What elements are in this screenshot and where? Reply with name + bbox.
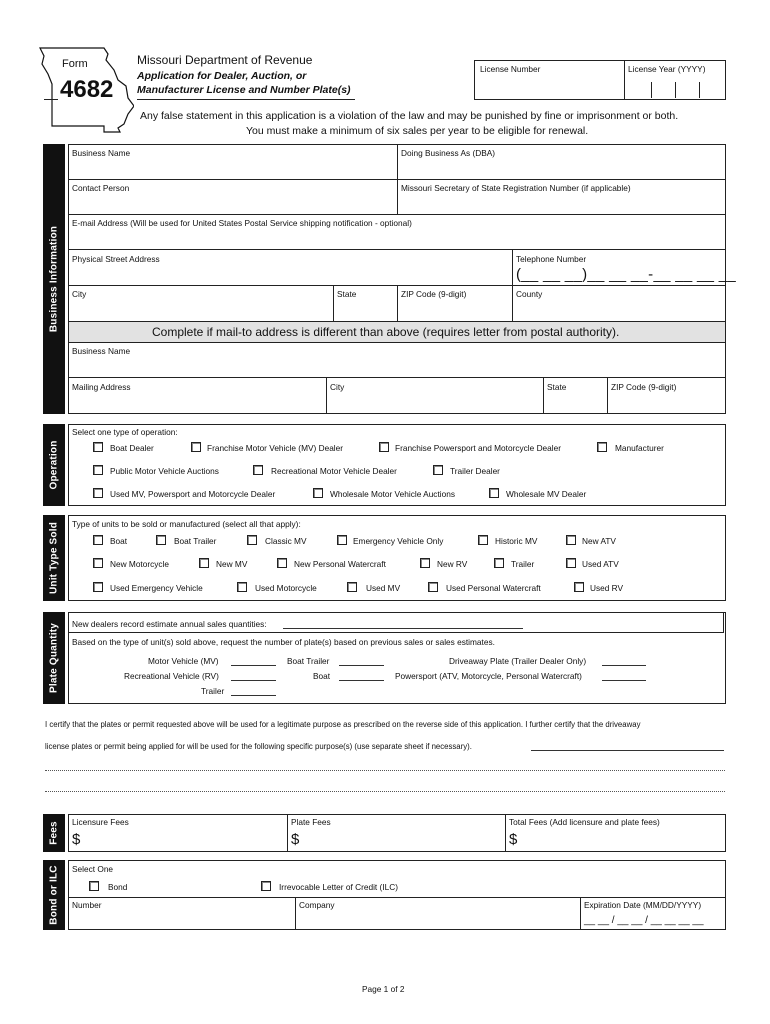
estimate-label: New dealers record estimate annual sales quantities:	[72, 619, 267, 629]
used-mv-dealer-checkbox[interactable]	[93, 488, 103, 498]
trailer-plates-label: Trailer	[201, 686, 225, 696]
city-field[interactable]: City	[72, 289, 87, 299]
section-unit-type-sold	[43, 515, 65, 601]
trailer-checkbox[interactable]	[494, 558, 504, 568]
purpose-input-line1[interactable]	[531, 750, 724, 751]
purpose-input-line3[interactable]	[45, 791, 725, 792]
row-line	[68, 342, 726, 343]
col-line	[607, 377, 608, 414]
operation-prompt: Select one type of operation:	[72, 427, 178, 437]
col-line	[543, 377, 544, 414]
agency-name: Missouri Department of Revenue	[137, 53, 313, 67]
used-personal-watercraft-label: Used Personal Watercraft	[446, 583, 541, 593]
boat-plates-input[interactable]	[339, 680, 384, 681]
used-emergency-vehicle-label: Used Emergency Vehicle	[110, 583, 203, 593]
powersport-plates-label: Powersport (ATV, Motorcycle, Personal Watercraft)	[395, 671, 582, 681]
form-title-line1: Application for Dealer, Auction, or	[137, 70, 307, 82]
franchise-mv-checkbox[interactable]	[191, 442, 201, 452]
trailer-label: Trailer	[511, 559, 535, 569]
boat-dealer-checkbox[interactable]	[93, 442, 103, 452]
bond-number-field[interactable]: Number	[72, 900, 102, 910]
mail-business-name-field[interactable]: Business Name	[72, 346, 131, 356]
license-box-divider	[624, 60, 625, 100]
driveaway-plates-label: Driveaway Plate (Trailer Dealer Only)	[449, 656, 587, 666]
section-bond-or-ilc	[43, 860, 65, 930]
section-fees	[43, 814, 65, 852]
new-rv-label: New RV	[437, 559, 468, 569]
street-address-field[interactable]: Physical Street Address	[72, 254, 160, 264]
wholesale-mv-dealer-label: Wholesale MV Dealer	[506, 489, 587, 499]
plate-request-text: Based on the type of unit(s) sold above, request the number of plate(s) based on previous sales or sales estimates.	[72, 637, 495, 647]
mailing-address-field[interactable]: Mailing Address	[72, 382, 131, 392]
used-motorcycle-checkbox[interactable]	[237, 582, 247, 592]
section-label: Unit Type Sold	[48, 521, 60, 595]
title-underline	[137, 99, 355, 100]
rv-plates-input[interactable]	[231, 680, 276, 681]
col-line	[397, 285, 398, 321]
wholesale-auctions-label: Wholesale Motor Vehicle Auctions	[330, 489, 455, 499]
form-number-rule	[44, 99, 58, 100]
form-word: Form	[62, 58, 88, 70]
col-line	[505, 814, 506, 852]
expiration-date-field[interactable]: Expiration Date (MM/DD/YYYY)	[584, 900, 702, 910]
wholesale-mv-dealer-checkbox[interactable]	[489, 488, 499, 498]
new-mv-label: New MV	[216, 559, 248, 569]
new-personal-watercraft-checkbox[interactable]	[277, 558, 287, 568]
licensure-fees-field[interactable]: Licensure Fees	[72, 817, 129, 827]
total-fees-field[interactable]: Total Fees (Add licensure and plate fees)	[509, 817, 660, 827]
section-label: Business Information	[48, 225, 60, 333]
boat-checkbox[interactable]	[93, 535, 103, 545]
col-line	[295, 897, 296, 930]
used-atv-label: Used ATV	[582, 559, 619, 569]
used-mv-label: Used MV	[366, 583, 401, 593]
ilc-label: Irrevocable Letter of Credit (ILC)	[279, 882, 398, 892]
total-dollar-sign: $	[509, 831, 518, 848]
year-digit-tick	[699, 82, 700, 98]
col-line	[287, 814, 288, 852]
boat-trailer-checkbox[interactable]	[156, 535, 166, 545]
dba-field[interactable]: Doing Business As (DBA)	[401, 148, 496, 158]
telephone-mask: (__ __ __)__ __ __-__ __ __ __	[516, 266, 737, 283]
license-number-input[interactable]	[476, 75, 622, 98]
powersport-plates-input[interactable]	[602, 680, 646, 681]
franchise-powersport-checkbox[interactable]	[379, 442, 389, 452]
mail-state-field[interactable]: State	[547, 382, 567, 392]
classic-mv-checkbox[interactable]	[247, 535, 257, 545]
row-line	[68, 249, 726, 250]
trailer-plates-input[interactable]	[231, 695, 276, 696]
trailer-dealer-checkbox[interactable]	[433, 465, 443, 475]
col-line	[580, 897, 581, 930]
new-mv-checkbox[interactable]	[199, 558, 209, 568]
used-rv-label: Used RV	[590, 583, 624, 593]
recreational-dealer-checkbox[interactable]	[253, 465, 263, 475]
public-mv-auctions-checkbox[interactable]	[93, 465, 103, 475]
section-label: Bond or ILC	[48, 865, 60, 925]
section-label: Fees	[48, 821, 60, 845]
col-line	[512, 249, 513, 321]
certification-line1: I certify that the plates or permit requested above will be used for a legitimate purpose as prescribed on the reverse side of this application. I further certify that the driveaway	[45, 720, 641, 729]
used-rv-checkbox[interactable]	[574, 582, 584, 592]
col-line	[333, 285, 334, 321]
section-business-information	[43, 144, 65, 414]
motor-vehicle-plates-label: Motor Vehicle (MV)	[148, 656, 219, 666]
licensure-dollar-sign: $	[72, 831, 81, 848]
boat-trailer-label: Boat Trailer	[174, 536, 217, 546]
boat-trailer-plates-input[interactable]	[339, 665, 384, 666]
expiration-date-mask: __ __ / __ __ / __ __ __ __	[584, 915, 704, 926]
mail-city-field[interactable]: City	[330, 382, 345, 392]
county-field[interactable]: County	[516, 289, 543, 299]
zip-field[interactable]: ZIP Code (9-digit)	[401, 289, 467, 299]
section-plate-quantity	[43, 612, 65, 704]
unit-type-prompt: Type of units to be sold or manufactured (select all that apply):	[72, 519, 301, 529]
boat-dealer-label: Boat Dealer	[110, 443, 154, 453]
new-motorcycle-checkbox[interactable]	[93, 558, 103, 568]
business-name-field[interactable]: Business Name	[72, 148, 131, 158]
telephone-field[interactable]: Telephone Number	[516, 254, 587, 264]
plate-fees-field[interactable]: Plate Fees	[291, 817, 331, 827]
section-label: Operation	[48, 440, 60, 490]
trailer-dealer-label: Trailer Dealer	[450, 466, 500, 476]
estimate-input[interactable]	[283, 628, 523, 629]
contact-person-field[interactable]: Contact Person	[72, 183, 130, 193]
used-mv-checkbox[interactable]	[347, 582, 357, 592]
boat-plates-label: Boat	[313, 671, 331, 681]
license-year-label: License Year (YYYY)	[628, 64, 706, 74]
rv-plates-label: Recreational Vehicle (RV)	[124, 671, 219, 681]
new-atv-label: New ATV	[582, 536, 616, 546]
col-line	[397, 144, 398, 214]
used-personal-watercraft-checkbox[interactable]	[428, 582, 438, 592]
motor-vehicle-plates-input[interactable]	[231, 665, 276, 666]
historic-mv-checkbox[interactable]	[478, 535, 488, 545]
used-emergency-vehicle-checkbox[interactable]	[93, 582, 103, 592]
manufacturer-checkbox[interactable]	[597, 442, 607, 452]
classic-mv-label: Classic MV	[265, 536, 307, 546]
boat-label: Boat	[110, 536, 128, 546]
page-number: Page 1 of 2	[362, 984, 405, 994]
renewal-requirement: You must make a minimum of six sales per year to be eligible for renewal.	[246, 125, 589, 137]
plate-dollar-sign: $	[291, 831, 300, 848]
year-digit-tick	[675, 82, 676, 98]
manufacturer-label: Manufacturer	[615, 443, 664, 453]
certification-line2: license plates or permit being applied for will be used for the following specific purpose(s) (use separate sheet if necessary).	[45, 742, 472, 751]
false-statement-warning: Any false statement in this application is a violation of the law and may be punished by fine or imprisonment or both.	[140, 110, 679, 122]
bond-company-field[interactable]: Company	[299, 900, 335, 910]
new-rv-checkbox[interactable]	[420, 558, 430, 568]
new-atv-checkbox[interactable]	[566, 535, 576, 545]
year-digit-tick	[651, 82, 652, 98]
row-line	[68, 377, 726, 378]
wholesale-auctions-checkbox[interactable]	[313, 488, 323, 498]
section-label: Plate Quantity	[48, 622, 60, 694]
used-atv-checkbox[interactable]	[566, 558, 576, 568]
recreational-dealer-label: Recreational Motor Vehicle Dealer	[271, 466, 397, 476]
public-mv-auctions-label: Public Motor Vehicle Auctions	[110, 466, 219, 476]
mailto-banner: Complete if mail-to address is different than above (requires letter from postal authority).	[152, 325, 620, 339]
purpose-input-line2[interactable]	[45, 770, 725, 771]
section-operation	[43, 424, 65, 506]
emergency-vehicle-label: Emergency Vehicle Only	[353, 536, 444, 546]
driveaway-plates-input[interactable]	[602, 665, 646, 666]
bond-checkbox[interactable]	[89, 881, 99, 891]
emergency-vehicle-checkbox[interactable]	[337, 535, 347, 545]
form-number: 4682	[60, 76, 114, 103]
row-line	[68, 897, 726, 898]
historic-mv-label: Historic MV	[495, 536, 538, 546]
ilc-checkbox[interactable]	[261, 881, 271, 891]
email-field[interactable]: E-mail Address (Will be used for United States Postal Service shipping notification - optional)	[72, 218, 412, 228]
used-mv-dealer-label: Used MV, Powersport and Motorcycle Dealer	[110, 489, 276, 499]
mail-zip-field[interactable]: ZIP Code (9-digit)	[611, 382, 677, 392]
select-one-label: Select One	[72, 864, 114, 874]
state-field[interactable]: State	[337, 289, 357, 299]
license-number-label: License Number	[480, 64, 541, 74]
new-personal-watercraft-label: New Personal Watercraft	[294, 559, 386, 569]
new-motorcycle-label: New Motorcycle	[110, 559, 170, 569]
bond-label: Bond	[108, 882, 128, 892]
used-motorcycle-label: Used Motorcycle	[255, 583, 317, 593]
form-title-line2: Manufacturer License and Number Plate(s)	[137, 84, 351, 96]
franchise-powersport-label: Franchise Powersport and Motorcycle Dealer	[395, 443, 562, 453]
boat-trailer-plates-label: Boat Trailer	[287, 656, 330, 666]
col-line	[326, 377, 327, 414]
row-line	[68, 214, 726, 215]
sos-registration-field[interactable]: Missouri Secretary of State Registration Number (if applicable)	[401, 183, 631, 193]
franchise-mv-label: Franchise Motor Vehicle (MV) Dealer	[207, 443, 344, 453]
